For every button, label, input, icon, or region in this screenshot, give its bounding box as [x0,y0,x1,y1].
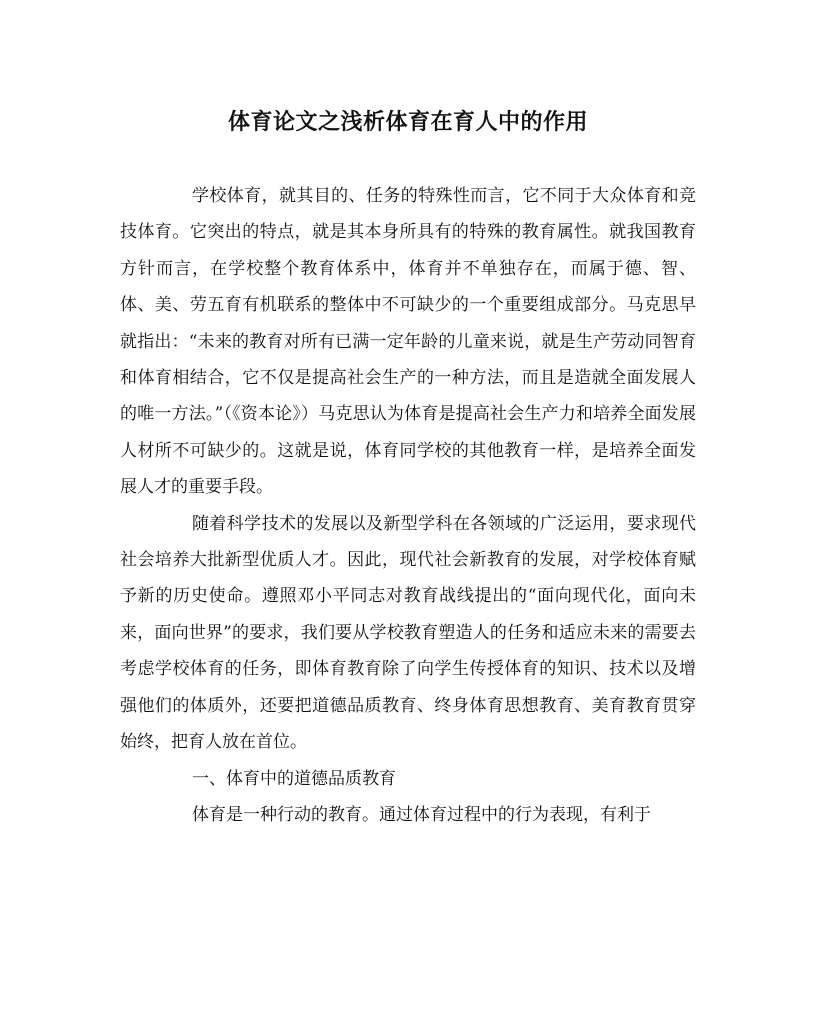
section-heading: 一、体育中的道德品质教育 [192,768,396,789]
document-body [120,178,696,833]
body-paragraph: 学校体育，就其目的、任务的特殊性而言，它不同于大众体育和竞技体育。它突出的特点，就是其本身所具有的特殊的教育属性。就我国教育方针而言，在学校整个教育体系中，体育并不单独存在，而属于德、智、体、美、劳五育有机联系的整体中不可缺少的一个重要组成部分。马克思早就指出：“未来的教育对所有已满一定年龄的儿童来说，就是生产劳动同智育和体育相结合，它不仅是提高社会生产的一种方法，而且是造就全面发展人的唯一方法。”（《资本论》）马克思认为体育是提高社会生产力和培养全面发展人材所不可缺少的。这就是说，体育同学校的其他教育一样，是培养全面发展人才的重要手段。 [120,186,696,498]
body-paragraph: 随着科学技术的发展以及新型学科在各领域的广泛运用，要求现代社会培养大批新型优质人才。因此，现代社会新教育的发展，对学校体育赋予新的历史使命。遵照邓小平同志对教育战线提出的“面向现代化，面向未来，面向世界”的要求，我们要从学校教育塑造人的任务和适应未来的需要去考虑学校体育的任务，即体育教育除了向学生传授体育的知识、技术以及增强他们的体质外，还要把道德品质教育、终身体育思想教育、美育教育贯穿始终，把育人放在首位。 [120,513,696,753]
document-title: 体育论文之浅析体育在育人中的作用 [227,109,588,135]
body-paragraph: 体育是一种行动的教育。通过体育过程中的行为表现，有利于 [192,804,651,825]
